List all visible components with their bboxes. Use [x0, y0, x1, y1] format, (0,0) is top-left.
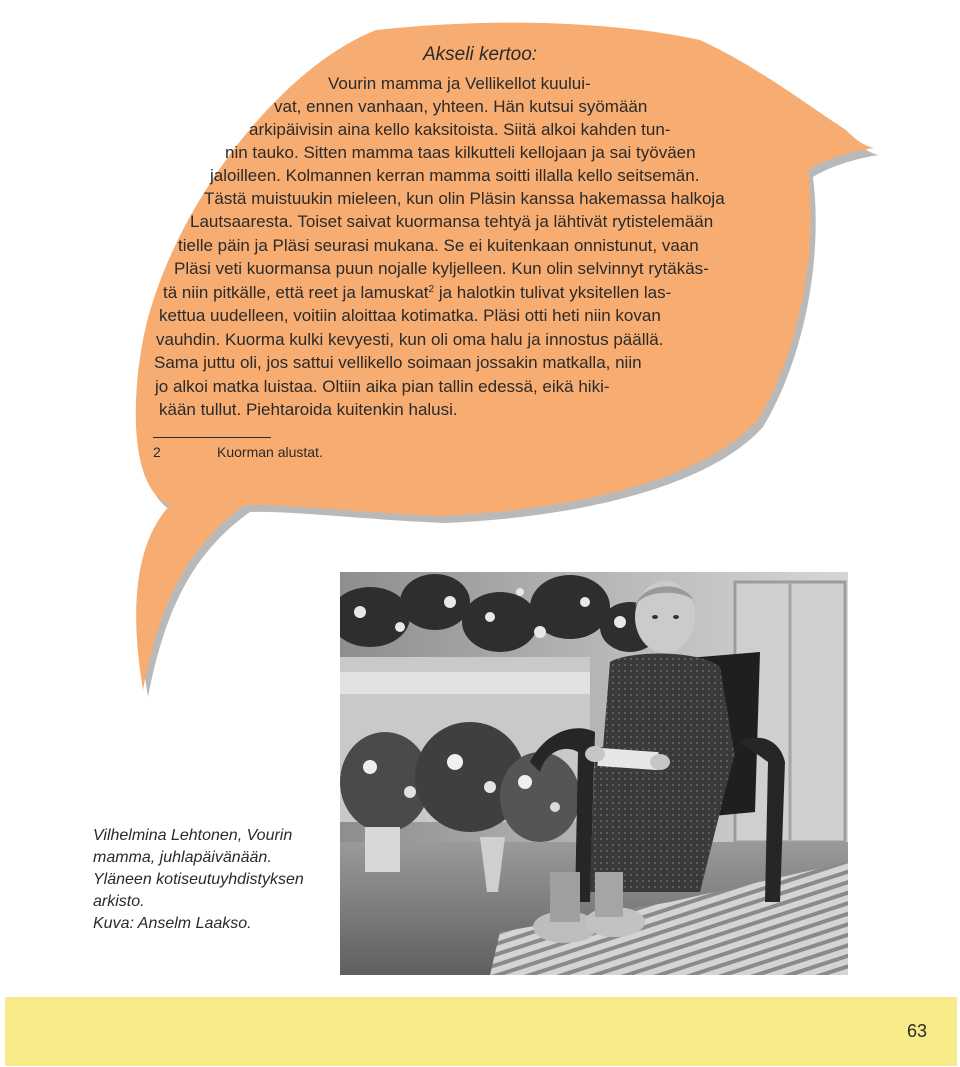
story-title: Akseli kertoo: — [423, 44, 538, 65]
story-line: Pläsi veti kuormansa puun nojalle kyljelleen. Kun olin selvinnyt rytäkäs- — [174, 259, 709, 278]
story-line: tielle päin ja Pläsi seurasi mukana. Se ei kuitenkaan onnistunut, vaan — [178, 236, 699, 255]
story-line: Tästä muistuukin mieleen, kun olin Pläsin kanssa hakemassa halkoja — [204, 189, 725, 208]
portrait-photo-image — [340, 572, 848, 975]
footnote-reference: 2 — [428, 284, 435, 295]
footnote-number: 2 — [153, 444, 161, 460]
story-line: Vourin mamma ja Vellikellot kuului- — [328, 74, 591, 93]
story-line: vauhdin. Kuorma kulki kevyesti, kun oli oma halu ja innostus päällä. — [156, 330, 664, 349]
story-line: Sama juttu oli, jos sattui vellikello soimaan jossakin matkalla, niin — [154, 353, 642, 372]
story-line: vat, ennen vanhaan, yhteen. Hän kutsui syömään — [274, 97, 648, 116]
story-line: Lautsaaresta. Toiset saivat kuormansa tehtyä ja lähtivät rytistelemään — [190, 212, 714, 231]
story-line: nin tauko. Sitten mamma taas kilkutteli kellojaan ja sai työväen — [225, 143, 696, 162]
caption-line: mamma, juhlapäivänään. — [93, 849, 272, 866]
footnote-divider — [153, 437, 271, 438]
story-line-part: ja halotkin tulivat yksitellen las- — [438, 283, 672, 302]
caption-line: Kuva: Anselm Laakso. — [93, 915, 252, 932]
story-line: jaloilleen. Kolmannen kerran mamma soitti illalla kello seitsemän. — [210, 166, 700, 185]
caption-line: Vilhelmina Lehtonen, Vourin — [93, 827, 293, 844]
photo-table-fringe — [340, 672, 590, 694]
caption-line: Yläneen kotiseutuyhdistyksen — [93, 871, 304, 888]
caption-line: arkisto. — [93, 893, 145, 910]
footnote-text: Kuorman alustat. — [217, 444, 323, 460]
page-number: 63 — [906, 1021, 927, 1041]
footer-band — [4, 996, 958, 1067]
story-line: arkipäivisin aina kello kaksitoista. Siitä alkoi kahden tun- — [249, 120, 671, 139]
story-line: kään tullut. Piehtaroida kuitenkin halusi. — [159, 400, 458, 419]
portrait-photo — [340, 572, 848, 975]
story-line-part: tä niin pitkälle, että reet ja lamuskat — [163, 283, 429, 302]
story-line: jo alkoi matka luistaa. Oltiin aika pian tallin edessä, eikä hiki- — [155, 377, 610, 396]
photo-caption — [93, 825, 304, 935]
story-line: kettua uudelleen, voitiin aloittaa kotimatka. Pläsi otti heti niin kovan — [159, 306, 661, 325]
story-line-with-footnote — [163, 282, 671, 303]
